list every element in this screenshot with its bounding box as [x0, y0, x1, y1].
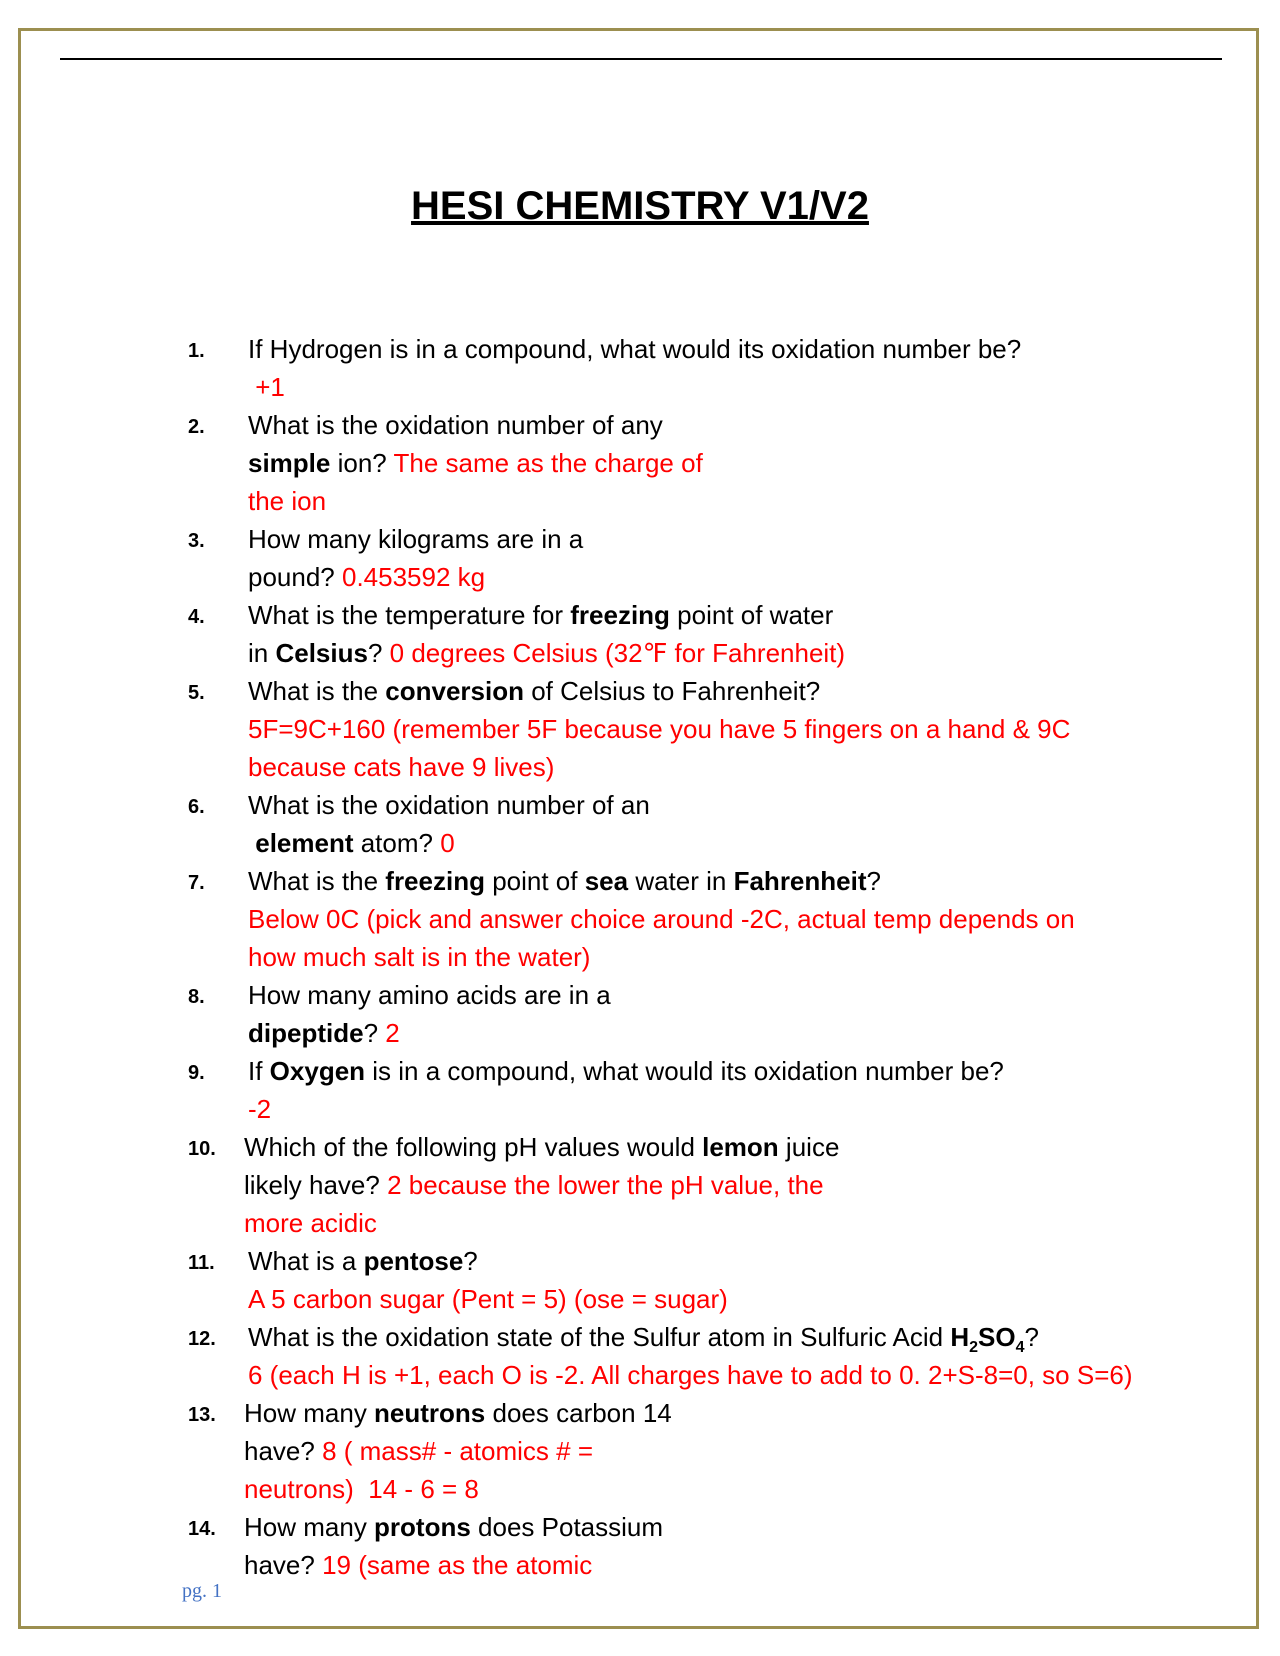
answer-text: 5F=9C+160 (remember 5F because you have 5 fingers on a hand & 9C: [248, 714, 1071, 744]
question-item: [180, 1052, 1140, 1128]
question-text: ?: [367, 638, 390, 668]
header-rule: [60, 58, 1222, 60]
question-line: [244, 1166, 1140, 1204]
emphasis-text: freezing: [570, 600, 670, 630]
question-line: [248, 1318, 1140, 1356]
question-text: does carbon 14: [485, 1398, 672, 1428]
question-line: [248, 900, 1140, 938]
question-line: [248, 976, 1140, 1014]
answer-text: The same as the charge of: [393, 448, 703, 478]
answer-text: 8 ( mass# - atomics # =: [322, 1436, 593, 1466]
question-line: [248, 824, 1140, 862]
question-number: 14.: [188, 1518, 216, 1540]
document-title: HESI CHEMISTRY V1/V2: [411, 184, 869, 228]
question-item: [180, 976, 1140, 1052]
emphasis-text: Oxygen: [269, 1056, 366, 1086]
question-line: [248, 672, 1140, 710]
question-number: 1.: [188, 340, 205, 362]
question-line: [248, 938, 1140, 976]
question-text: of Celsius to Fahrenheit?: [524, 676, 821, 706]
question-line: [248, 1090, 1140, 1128]
emphasis-text: pentose: [363, 1246, 464, 1276]
question-text: If: [248, 1056, 270, 1086]
question-text: ?: [866, 866, 881, 896]
question-text: atom?: [353, 828, 441, 858]
question-text: What is the oxidation number of any: [248, 410, 663, 440]
question-number: 2.: [188, 416, 205, 438]
answer-text: more acidic: [244, 1208, 377, 1238]
emphasis-text: H: [950, 1322, 970, 1352]
answer-text: neutrons) 14 - 6 = 8: [244, 1474, 479, 1504]
question-item: [180, 1128, 1140, 1242]
question-line: [248, 748, 1140, 786]
question-text: If Hydrogen is in a compound, what would its oxidation number be?: [248, 334, 1022, 364]
question-line: [248, 634, 1140, 672]
question-number: 8.: [188, 986, 205, 1008]
question-item: [180, 1508, 1140, 1584]
question-number: 4.: [188, 606, 205, 628]
emphasis-text: simple: [248, 448, 331, 478]
question-line: [248, 710, 1140, 748]
question-item: [180, 1394, 1140, 1508]
question-text: ?: [363, 1018, 386, 1048]
answer-text: Below 0C (pick and answer choice around -2C, actual temp depends on: [248, 904, 1075, 934]
answer-text: +1: [248, 372, 285, 402]
question-text: have?: [244, 1550, 323, 1580]
question-text: have?: [244, 1436, 323, 1466]
question-text: How many: [244, 1398, 375, 1428]
answer-text: -2: [248, 1094, 272, 1124]
question-text: What is the oxidation state of the Sulfur atom in Sulfuric Acid: [248, 1322, 951, 1352]
question-line: [248, 520, 1140, 558]
question-item: [180, 672, 1140, 786]
question-line: [248, 482, 1140, 520]
answer-text: 19 (same as the atomic: [322, 1550, 593, 1580]
answer-text: 2: [385, 1018, 400, 1048]
emphasis-text: Fahrenheit: [733, 866, 867, 896]
question-list: [180, 330, 1140, 1584]
emphasis-text: Celsius: [275, 638, 368, 668]
question-text: in: [248, 638, 276, 668]
emphasis-text: lemon: [702, 1132, 779, 1162]
question-text: ion?: [330, 448, 394, 478]
question-text: What is the temperature for: [248, 600, 571, 630]
answer-text: 2 because the lower the pH value, the: [387, 1170, 824, 1200]
question-text: How many: [244, 1512, 375, 1542]
question-item: [180, 596, 1140, 672]
question-number: 6.: [188, 796, 205, 818]
answer-text: how much salt is in the water): [248, 942, 591, 972]
question-item: [180, 786, 1140, 862]
emphasis-text: element: [255, 828, 354, 858]
question-text: water in: [628, 866, 734, 896]
question-text: ?: [1024, 1322, 1039, 1352]
emphasis-text: sea: [584, 866, 629, 896]
question-item: [180, 520, 1140, 596]
emphasis-text: conversion: [385, 676, 524, 706]
question-number: 12.: [188, 1328, 216, 1350]
question-line: [248, 1052, 1140, 1090]
question-text: point of: [484, 866, 585, 896]
question-text: does Potassium: [470, 1512, 664, 1542]
question-line: [244, 1546, 1140, 1584]
emphasis-text: neutrons: [374, 1398, 486, 1428]
emphasis-text: protons: [374, 1512, 471, 1542]
emphasis-text: 2: [969, 1339, 979, 1357]
question-line: [244, 1432, 1140, 1470]
page-number: pg. 1: [182, 1580, 222, 1602]
question-number: 3.: [188, 530, 205, 552]
question-item: [180, 406, 1140, 520]
question-line: [248, 444, 1140, 482]
question-text: What is a: [248, 1246, 364, 1276]
question-text: point of water: [669, 600, 834, 630]
question-number: 5.: [188, 682, 205, 704]
question-text: ?: [463, 1246, 478, 1276]
question-text: What is the: [248, 866, 386, 896]
question-text: What is the oxidation number of an: [248, 790, 650, 820]
question-line: [244, 1470, 1140, 1508]
question-text: How many amino acids are in a: [248, 980, 611, 1010]
question-number: 11.: [188, 1252, 215, 1274]
answer-text: 0.453592 kg: [341, 562, 486, 592]
question-item: [180, 1318, 1140, 1394]
question-line: [248, 862, 1140, 900]
emphasis-text: dipeptide: [248, 1018, 364, 1048]
answer-text: 6 (each H is +1, each O is -2. All charges have to add to 0. 2+S-8=0, so S=6): [248, 1360, 1133, 1390]
emphasis-text: SO: [978, 1322, 1016, 1352]
answer-text: because cats have 9 lives): [248, 752, 555, 782]
question-line: [244, 1508, 1140, 1546]
question-text: What is the: [248, 676, 386, 706]
question-line: [248, 1242, 1140, 1280]
answer-text: 0 degrees Celsius (32℉ for Fahrenheit): [389, 638, 846, 668]
emphasis-text: 4: [1015, 1339, 1025, 1357]
question-line: [248, 786, 1140, 824]
answer-text: the ion: [248, 486, 327, 516]
emphasis-text: freezing: [385, 866, 485, 896]
question-number: 7.: [188, 872, 205, 894]
question-line: [244, 1394, 1140, 1432]
question-line: [248, 1356, 1140, 1394]
question-text: likely have?: [244, 1170, 388, 1200]
question-text: Which of the following pH values would: [244, 1132, 703, 1162]
question-text: is in a compound, what would its oxidation number be?: [365, 1056, 1004, 1086]
question-item: [180, 330, 1140, 406]
question-line: [244, 1128, 1140, 1166]
question-line: [248, 558, 1140, 596]
question-line: [248, 368, 1140, 406]
answer-text: 0: [440, 828, 455, 858]
question-number: 10.: [188, 1138, 216, 1160]
question-line: [248, 596, 1140, 634]
question-line: [248, 1280, 1140, 1318]
question-line: [248, 1014, 1140, 1052]
question-line: [248, 330, 1140, 368]
question-text: How many kilograms are in a: [248, 524, 584, 554]
question-text: pound?: [248, 562, 342, 592]
question-line: [248, 406, 1140, 444]
question-line: [244, 1204, 1140, 1242]
question-item: [180, 862, 1140, 976]
question-number: 9.: [188, 1062, 205, 1084]
question-text: juice: [778, 1132, 840, 1162]
answer-text: A 5 carbon sugar (Pent = 5) (ose = sugar): [248, 1284, 728, 1314]
question-number: 13.: [188, 1404, 216, 1426]
question-item: [180, 1242, 1140, 1318]
